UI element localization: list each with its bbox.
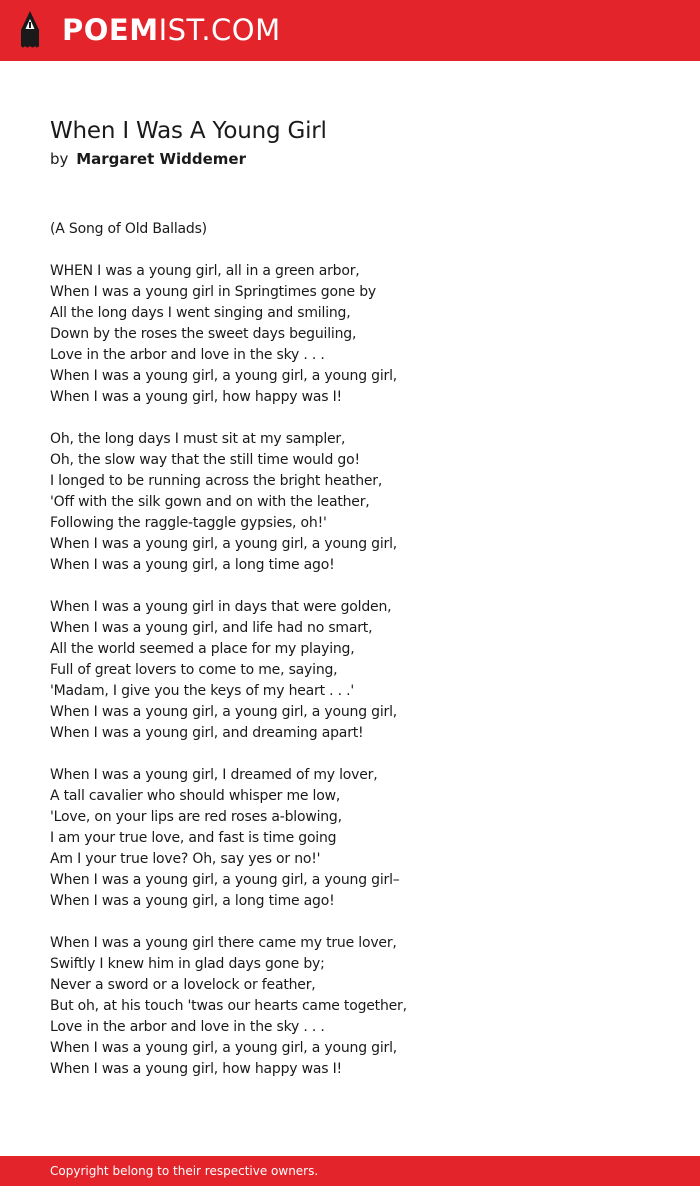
- poem-line: Oh, the slow way that the still time would go!: [50, 452, 360, 468]
- poem-line: When I was a young girl there came my true lover,: [50, 935, 397, 951]
- poem-line: When I was a young girl, a young girl, a young girl,: [50, 536, 398, 552]
- poem-line: Never a sword or a lovelock or feather,: [50, 977, 316, 993]
- stanza: [50, 261, 670, 408]
- site-footer: [0, 1156, 700, 1186]
- poem-line: When I was a young girl, and dreaming apart!: [50, 725, 364, 741]
- poem-subtitle: (A Song of Old Ballads): [50, 221, 207, 237]
- poem-line: When I was a young girl, and life had no smart,: [50, 620, 373, 636]
- poem-line: When I was a young girl, a long time ago!: [50, 557, 335, 573]
- poem-line: When I was a young girl, a young girl, a young girl,: [50, 368, 398, 384]
- poem-line: When I was a young girl, a young girl, a young girl–: [50, 872, 400, 888]
- copyright-notice: Copyright belong to their respective owners.: [50, 1164, 319, 1178]
- poem-line: All the long days I went singing and smiling,: [50, 305, 351, 321]
- poem-line: I longed to be running across the bright heather,: [50, 473, 383, 489]
- poem-line: Following the raggle-taggle gypsies, oh!': [50, 515, 327, 531]
- poem-line: Am I your true love? Oh, say yes or no!': [50, 851, 321, 867]
- poem-title: When I Was A Young Girl: [50, 118, 327, 144]
- ink-pen-icon[interactable]: [18, 10, 42, 52]
- stanza: [50, 597, 670, 744]
- poem-line: When I was a young girl, a young girl, a young girl,: [50, 1040, 398, 1056]
- poem-line: WHEN I was a young girl, all in a green arbor,: [50, 263, 360, 279]
- stanza: [50, 429, 670, 576]
- site-logo[interactable]: [62, 13, 281, 47]
- author-name: Margaret Widdemer: [76, 150, 246, 168]
- logo-bold-text: POEM: [62, 13, 159, 47]
- poem-line: Oh, the long days I must sit at my sampler,: [50, 431, 346, 447]
- poem-body: [50, 219, 670, 1080]
- byline: [50, 149, 670, 169]
- poem-line: When I was a young girl, a long time ago!: [50, 893, 335, 909]
- poem-line: 'Love, on your lips are red roses a-blowing,: [50, 809, 342, 825]
- poem-line: Love in the arbor and love in the sky . . .: [50, 347, 325, 363]
- stanza: [50, 933, 670, 1080]
- poem-line: I am your true love, and fast is time going: [50, 830, 337, 846]
- poem-line: When I was a young girl in Springtimes gone by: [50, 284, 376, 300]
- poem-content: [50, 116, 670, 1101]
- site-header: [0, 0, 700, 61]
- by-label: by: [50, 150, 69, 168]
- poem-line: When I was a young girl, a young girl, a young girl,: [50, 704, 398, 720]
- poem-line: When I was a young girl, how happy was I!: [50, 389, 342, 405]
- stanza: [50, 765, 670, 912]
- poem-line: Swiftly I knew him in glad days gone by;: [50, 956, 325, 972]
- poem-line: Down by the roses the sweet days beguiling,: [50, 326, 357, 342]
- poem-line: Love in the arbor and love in the sky . . .: [50, 1019, 325, 1035]
- poem-line: 'Off with the silk gown and on with the leather,: [50, 494, 370, 510]
- poem-line: When I was a young girl, I dreamed of my lover,: [50, 767, 378, 783]
- poem-line: When I was a young girl, how happy was I!: [50, 1061, 342, 1077]
- poem-line: But oh, at his touch 'twas our hearts came together,: [50, 998, 407, 1014]
- poem-line: When I was a young girl in days that were golden,: [50, 599, 392, 615]
- poem-line: 'Madam, I give you the keys of my heart . . .': [50, 683, 355, 699]
- poem-line: A tall cavalier who should whisper me low,: [50, 788, 341, 804]
- logo-light-text: IST.COM: [158, 13, 281, 47]
- poem-line: All the world seemed a place for my playing,: [50, 641, 355, 657]
- poem-line: Full of great lovers to come to me, saying,: [50, 662, 338, 678]
